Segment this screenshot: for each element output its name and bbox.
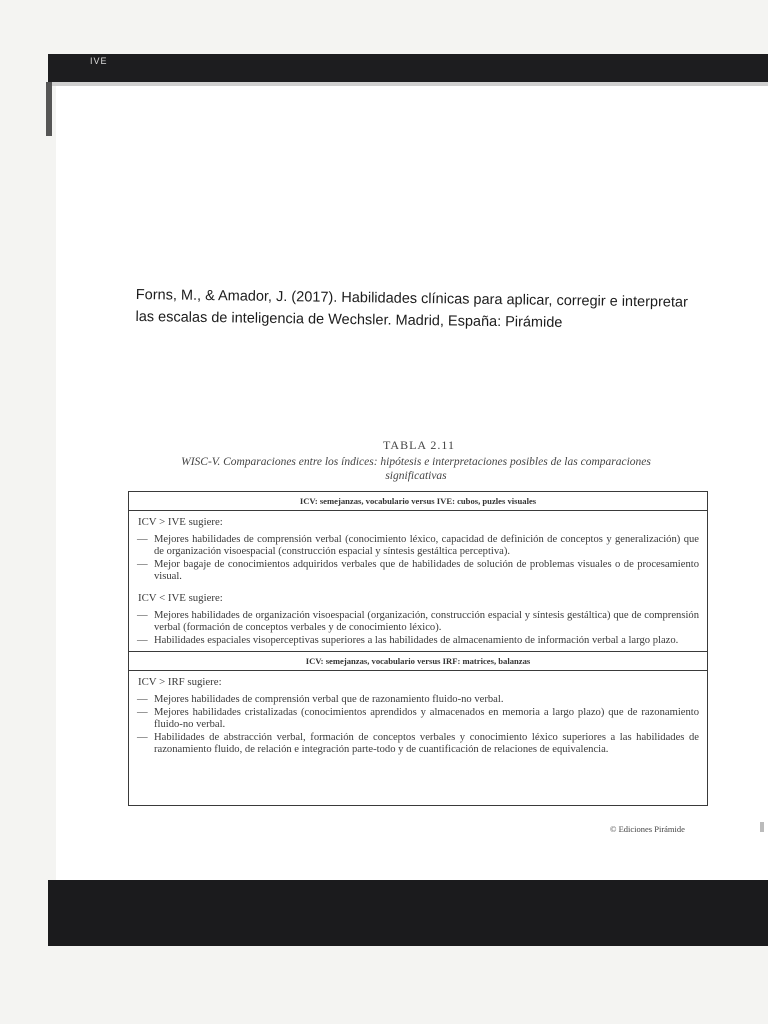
scan-left-edge xyxy=(46,82,52,136)
table-title: TABLA 2.11 xyxy=(383,438,455,452)
scan-top-mark: IVE xyxy=(90,56,108,66)
comparison-heading: ICV > IRF sugiere: xyxy=(138,676,222,689)
table-caption xyxy=(116,455,716,483)
table-section-body xyxy=(129,671,707,761)
table-caption-line-2: significativas xyxy=(385,470,447,482)
table-caption-line-1: WISC-V. Comparaciones entre los índices: hipótesis e interpretaciones posibles de las comparaciones xyxy=(181,456,651,468)
list-item xyxy=(137,534,699,559)
list-item-text: Mejor bagaje de conocimientos adquiridos verbales que de habilidades de solución de problemas visuales o de procesamiento visual. xyxy=(154,558,699,583)
dash-bullet: — xyxy=(137,533,148,545)
list-item-text: Mejores habilidades de comprensión verbal que de razonamiento fluido-no verbal. xyxy=(154,693,504,705)
list-item xyxy=(137,732,699,757)
table-section-header: ICV: semejanzas, vocabulario versus IRF: matrices, balanzas xyxy=(129,651,707,671)
reference-citation xyxy=(135,284,696,336)
list-item-text: Mejores habilidades de organización visoespacial (organización, construcción espacial y síntesis gestáltica) que de comprensión verbal (formación de conceptos verbales y de conocimiento léxico). xyxy=(154,609,699,634)
scan-top-dark-band xyxy=(48,54,768,82)
list-item xyxy=(137,559,699,584)
table-section-header: ICV: semejanzas, vocabulario versus IVE: cubos, puzles visuales xyxy=(129,492,707,511)
comparison-heading: ICV > IVE sugiere: xyxy=(138,516,223,528)
list-item-text: Habilidades de abstracción verbal, formación de conceptos verbales y conocimiento léxico superiores a las habilidades de razonamiento fluido, de relación e integración parte-todo y de cuantificación de relaciones de equivalencia. xyxy=(154,731,699,756)
copyright-note: © Ediciones Pirámide xyxy=(610,824,685,834)
dash-bullet: — xyxy=(137,706,148,718)
citation-line-2: las escalas de inteligencia de Wechsler. Madrid, España: Pirámide xyxy=(135,308,563,331)
scan-bottom-dark-band xyxy=(48,880,768,946)
list-item xyxy=(137,694,699,707)
list-item xyxy=(137,707,699,732)
dash-bullet: — xyxy=(137,731,148,743)
dash-bullet: — xyxy=(137,693,148,705)
dash-bullet: — xyxy=(137,634,148,646)
list-item-text: Mejores habilidades cristalizadas (conocimientos aprendidos y almacenados en memoria a largo plazo) que de razonamiento fluido-no verbal. xyxy=(154,706,699,731)
table-section-body xyxy=(129,511,707,651)
dash-bullet: — xyxy=(137,609,148,621)
citation-line-1: Forns, M., & Amador, J. (2017). Habilidades clínicas para aplicar, corregir e interpretar xyxy=(135,286,688,311)
comparison-table xyxy=(128,491,708,806)
comparison-heading: ICV < IVE sugiere: xyxy=(138,591,223,604)
list-item xyxy=(137,610,699,635)
list-item-text: Mejores habilidades de comprensión verbal (conocimiento léxico, capacidad de definición de conceptos y generalización) que de organización visoespacial (construcción espacial y síntesis gestáltica perceptiva). xyxy=(154,533,699,558)
list-item-text: Habilidades espaciales visoperceptivas superiores a las habilidades de almacenamiento de información verbal a largo plazo. xyxy=(154,634,679,646)
scan-edge-speck xyxy=(760,822,764,832)
list-item xyxy=(137,635,699,648)
dash-bullet: — xyxy=(137,558,148,570)
